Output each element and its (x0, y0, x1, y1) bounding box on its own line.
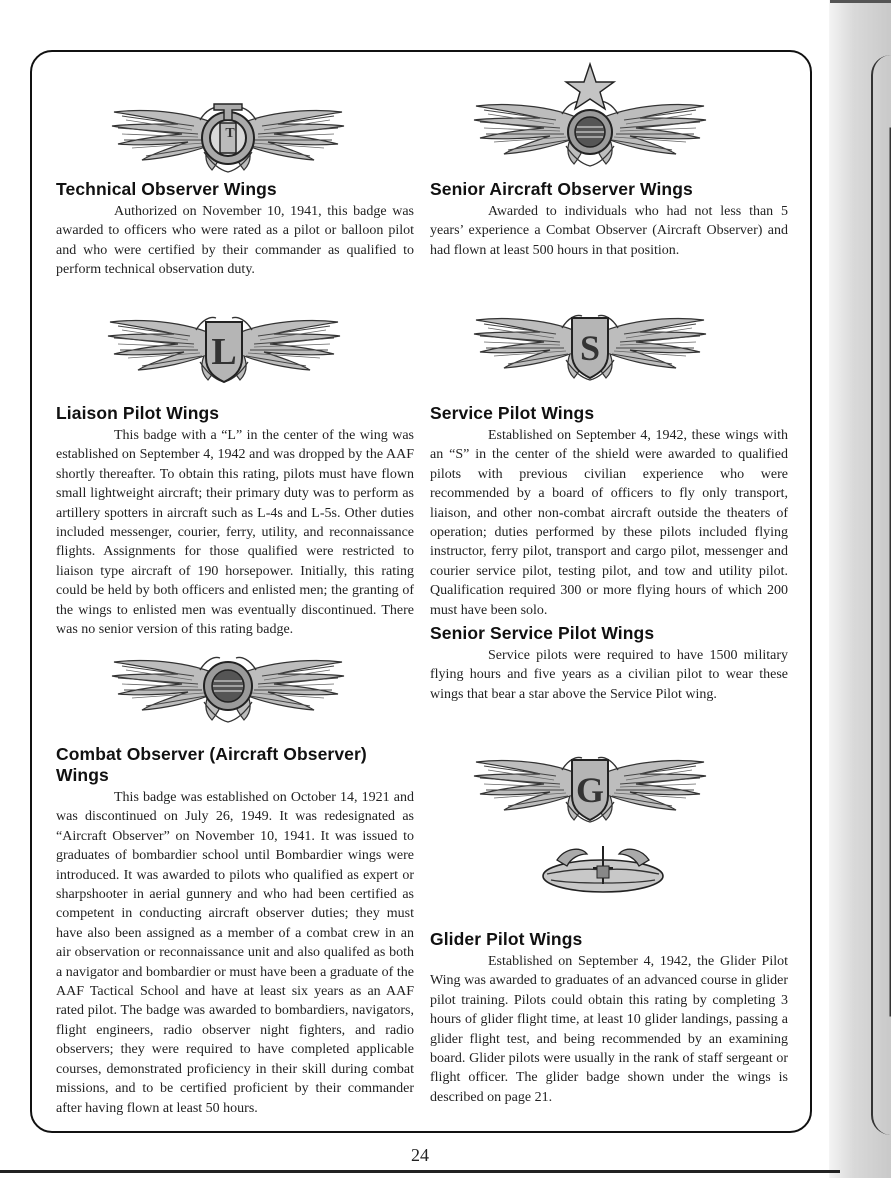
senior-service-pilot-title: Senior Service Pilot Wings (430, 623, 655, 644)
top-right-rule (830, 0, 891, 3)
liaison-pilot-body: This badge with a “L” in the center of the wing was established on September 4, 1942 and was dropped by the AAF shortly thereafter. To obtain this rating, pilots must have flown small lightweight aircraft; their primary duty was to perform as artillery spotters in aircraft such as L-4s and L-5s. Other duties included messenger, courier, ferry, utility, and reconnaissance flights. Assignments for those qualified were restricted to liaison type aircraft of 190 horsepower. Initially, this rating could be held by both officers and enlisted men; the granting of the wings to enlisted men was eventually discontinued. There was no senior version of this rating badge. (56, 428, 414, 638)
senior-aircraft-observer-title: Senior Aircraft Observer Wings (430, 179, 693, 199)
combat-observer-section (56, 744, 414, 1118)
service-pilot-section (430, 403, 788, 704)
senior-service-pilot-body: Service pilots were required to have 1500 military flying hours and five years as a civilian pilot to wear these wings that bear a star above the Service Pilot wing. (430, 648, 788, 702)
glider-pilot-section (430, 929, 788, 1107)
bottom-rule (0, 1170, 840, 1173)
liaison-pilot-section (56, 403, 414, 639)
technical-badge-letter: T (225, 126, 235, 141)
senior-aircraft-observer-wings-image (468, 62, 712, 170)
service-pilot-body: Established on September 4, 1942, these wings with an “S” in the center of the shield were awarded to qualified pilots with previous civilian experience who were recommended by a board of officers to fly only transport, liaison, and other non-combat aircraft outside the theaters of operation; duties performed by these pilots included flying instructor, ferry pilot, transport and cargo pilot, messenger and courier service pilot, testing pilot, and tow and utility pilot. Qualification required 300 or more flying hours of which 200 must have been solo. (430, 428, 788, 618)
senior-aircraft-observer-section (430, 179, 788, 260)
adjacent-page-edge (871, 55, 891, 1135)
combat-observer-wings-image (108, 640, 348, 726)
technical-observer-title: Technical Observer Wings (56, 179, 277, 199)
combat-observer-title: Combat Observer (Aircraft Observer) Wings (56, 744, 367, 785)
senior-aircraft-observer-body: Awarded to individuals who had not less than 5 years’ experience a Combat Observer (Aircraft Observer) and had flown at least 500 hours in that position. (430, 204, 788, 258)
technical-observer-section (56, 179, 414, 280)
glider-pilot-body: Established on September 4, 1942, the Glider Pilot Wing was awarded to graduates of an advanced course in glider pilot training. Pilots could obtain this rating by completing 3 hours of glider flight time, at least 10 glider landings, passing a glider flight test, and being recommended by an examining board. Glider pilots were usually in the rank of staff sergeant or flight officer. The glider badge shown under the wings is described on page 21. (430, 954, 788, 1105)
technical-observer-body: Authorized on November 10, 1941, this badge was awarded to officers who were rated as a pilot or balloon pilot and who were certified by their commander as qualified to perform technical observation duty. (56, 204, 414, 278)
glider-badge-letter: G (575, 770, 605, 810)
combat-observer-body: This badge was established on October 14, 1921 and was discontinued on July 26, 1949. It was redesignated as “Aircraft Observer” on November 10, 1941. It was issued to graduates of bombardier school until Bombardier wings were introduced. It was awarded to pilots who qualified as expert or sharpshooter in aerial gunnery and who had been certified as competent in conducting aircraft observer duties; they must have also been assigned as a member of a combat crew in an air observation or reconnaissance unit and also qualifed as both a navigator and bombardier or must have been a graduate of the AAF Tactical School and have at least six years as an AAF rated pilot. The badge was awarded to bombardiers, navigators, flight engineers, radio observer night fighters, and radio observers; they were required to have completed applicable courses, demonstrated proficiency in their skill during combat missions, and to be certified proficient by their commander after having flown at least 50 hours. (56, 790, 414, 1116)
liaison-pilot-wings-image (104, 300, 344, 386)
glider-badge-image (537, 840, 669, 900)
service-pilot-title: Service Pilot Wings (430, 403, 595, 423)
liaison-pilot-title: Liaison Pilot Wings (56, 403, 220, 423)
service-pilot-wings-image (470, 298, 710, 384)
liaison-badge-letter: L (211, 331, 237, 373)
service-badge-letter: S (579, 328, 601, 368)
page-number: 24 (411, 1145, 429, 1165)
glider-pilot-title: Glider Pilot Wings (430, 929, 583, 949)
glider-pilot-wings-image (470, 740, 710, 826)
